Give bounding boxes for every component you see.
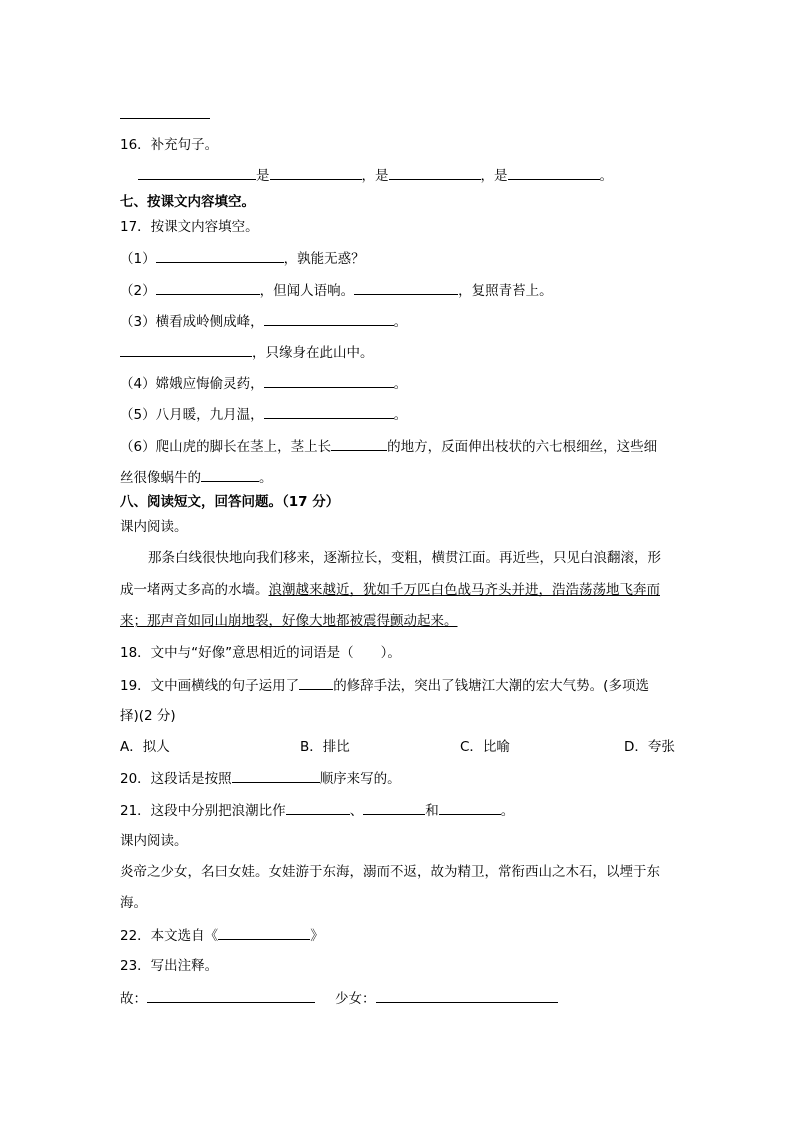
answer-blank[interactable] xyxy=(147,988,315,1003)
answer-blank[interactable] xyxy=(264,373,394,388)
answer-blank[interactable] xyxy=(363,800,425,815)
question-17-item-3: （3）横看成岭侧成峰， 。 xyxy=(120,311,407,332)
question-19: 19．文中画横线的句子运用了 的修辞手法，突出了钱塘江大潮的宏大气势。(多项选 xyxy=(120,675,649,696)
answer-blank[interactable] xyxy=(508,165,600,180)
option-c[interactable]: C．比喻 xyxy=(460,739,510,755)
question-21: 21．这段中分别把浪潮比作 、 和 。 xyxy=(120,800,514,821)
section-7-title: 七、按课文内容填空。 xyxy=(120,194,255,210)
option-a[interactable]: A．拟人 xyxy=(120,739,170,755)
reading-2-paragraph-line-1: 炎帝之少女，名曰女娃。女娃游于东海，溺而不返，故为精卫，常衔西山之木石，以堙于东 xyxy=(120,864,660,880)
question-16-label: 16．补充句子。 xyxy=(120,137,219,153)
question-17-item-1: （1） ，孰能无惑？ xyxy=(120,248,365,269)
answer-blank-line xyxy=(120,118,210,119)
reading-1-paragraph-line-3: 来；那声音如同山崩地裂，好像大地都被震得颤动起来。 xyxy=(120,613,458,629)
question-20: 20．这段话是按照 顺序来写的。 xyxy=(120,768,401,789)
answer-blank[interactable] xyxy=(138,165,256,180)
answer-blank[interactable] xyxy=(376,988,558,1003)
answer-blank[interactable] xyxy=(286,800,350,815)
answer-blank[interactable] xyxy=(264,311,394,326)
answer-blank[interactable] xyxy=(264,404,394,419)
section-8-title: 八、阅读短文，回答问题。（17 分） xyxy=(120,494,340,510)
question-23-label: 23．写出注释。 xyxy=(120,958,219,974)
question-22: 22．本文选自《 》 xyxy=(120,925,324,946)
question-17-item-6: （6）爬山虎的脚长在茎上，茎上长 的地方，反面伸出枝状的六七根细丝，这些细 xyxy=(120,436,657,457)
question-17-label: 17．按课文内容填空。 xyxy=(120,219,259,235)
question-17-item-3-line-2: ，只缘身在此山中。 xyxy=(120,342,374,363)
answer-blank[interactable] xyxy=(354,280,458,295)
question-17-item-2: （2） ，但闻人语响。 ，复照青苔上。 xyxy=(120,280,553,301)
underlined-sentence: 浪潮越来越近，犹如千万匹白色战马齐头并进，浩浩荡荡地飞奔而 xyxy=(268,582,660,598)
question-16-sentence: 是 ，是 ，是 。 xyxy=(138,165,613,186)
reading-2-paragraph-line-2: 海。 xyxy=(120,895,147,911)
answer-blank[interactable] xyxy=(120,342,252,357)
reading-2-label: 课内阅读。 xyxy=(120,833,188,849)
question-17-item-5: （5）八月暖，九月温， 。 xyxy=(120,404,407,425)
question-17-item-6-line-2: 丝很像蜗牛的 。 xyxy=(120,467,273,488)
question-18: 18．文中与“好像”意思相近的词语是（ ）。 xyxy=(120,645,401,661)
answer-blank[interactable] xyxy=(389,165,481,180)
reading-1-paragraph-line-2: 成一堵两丈多高的水墙。浪潮越来越近，犹如千万匹白色战马齐头并进，浩浩荡荡地飞奔而 xyxy=(120,582,660,598)
reading-1-paragraph-line-1: 那条白线很快地向我们移来，逐渐拉长，变粗，横贯江面。再近些，只见白浪翻滚，形 xyxy=(148,550,661,566)
answer-blank[interactable] xyxy=(439,800,501,815)
answer-blank[interactable] xyxy=(232,768,320,783)
option-d[interactable]: D．夸张 xyxy=(624,739,675,755)
reading-1-label: 课内阅读。 xyxy=(120,519,188,535)
answer-blank[interactable] xyxy=(299,675,333,690)
option-b[interactable]: B．排比 xyxy=(300,739,350,755)
answer-blank[interactable] xyxy=(156,280,260,295)
answer-blank[interactable] xyxy=(218,925,310,940)
answer-blank[interactable] xyxy=(201,467,259,482)
question-19-line-2: 择)(2 分) xyxy=(120,708,176,724)
question-17-item-4: （4）嫦娥应悔偷灵药， 。 xyxy=(120,373,407,394)
answer-blank[interactable] xyxy=(270,165,362,180)
answer-blank[interactable] xyxy=(331,436,387,451)
answer-blank[interactable] xyxy=(156,248,284,263)
question-23-answers: 故： 少女： xyxy=(120,988,558,1009)
